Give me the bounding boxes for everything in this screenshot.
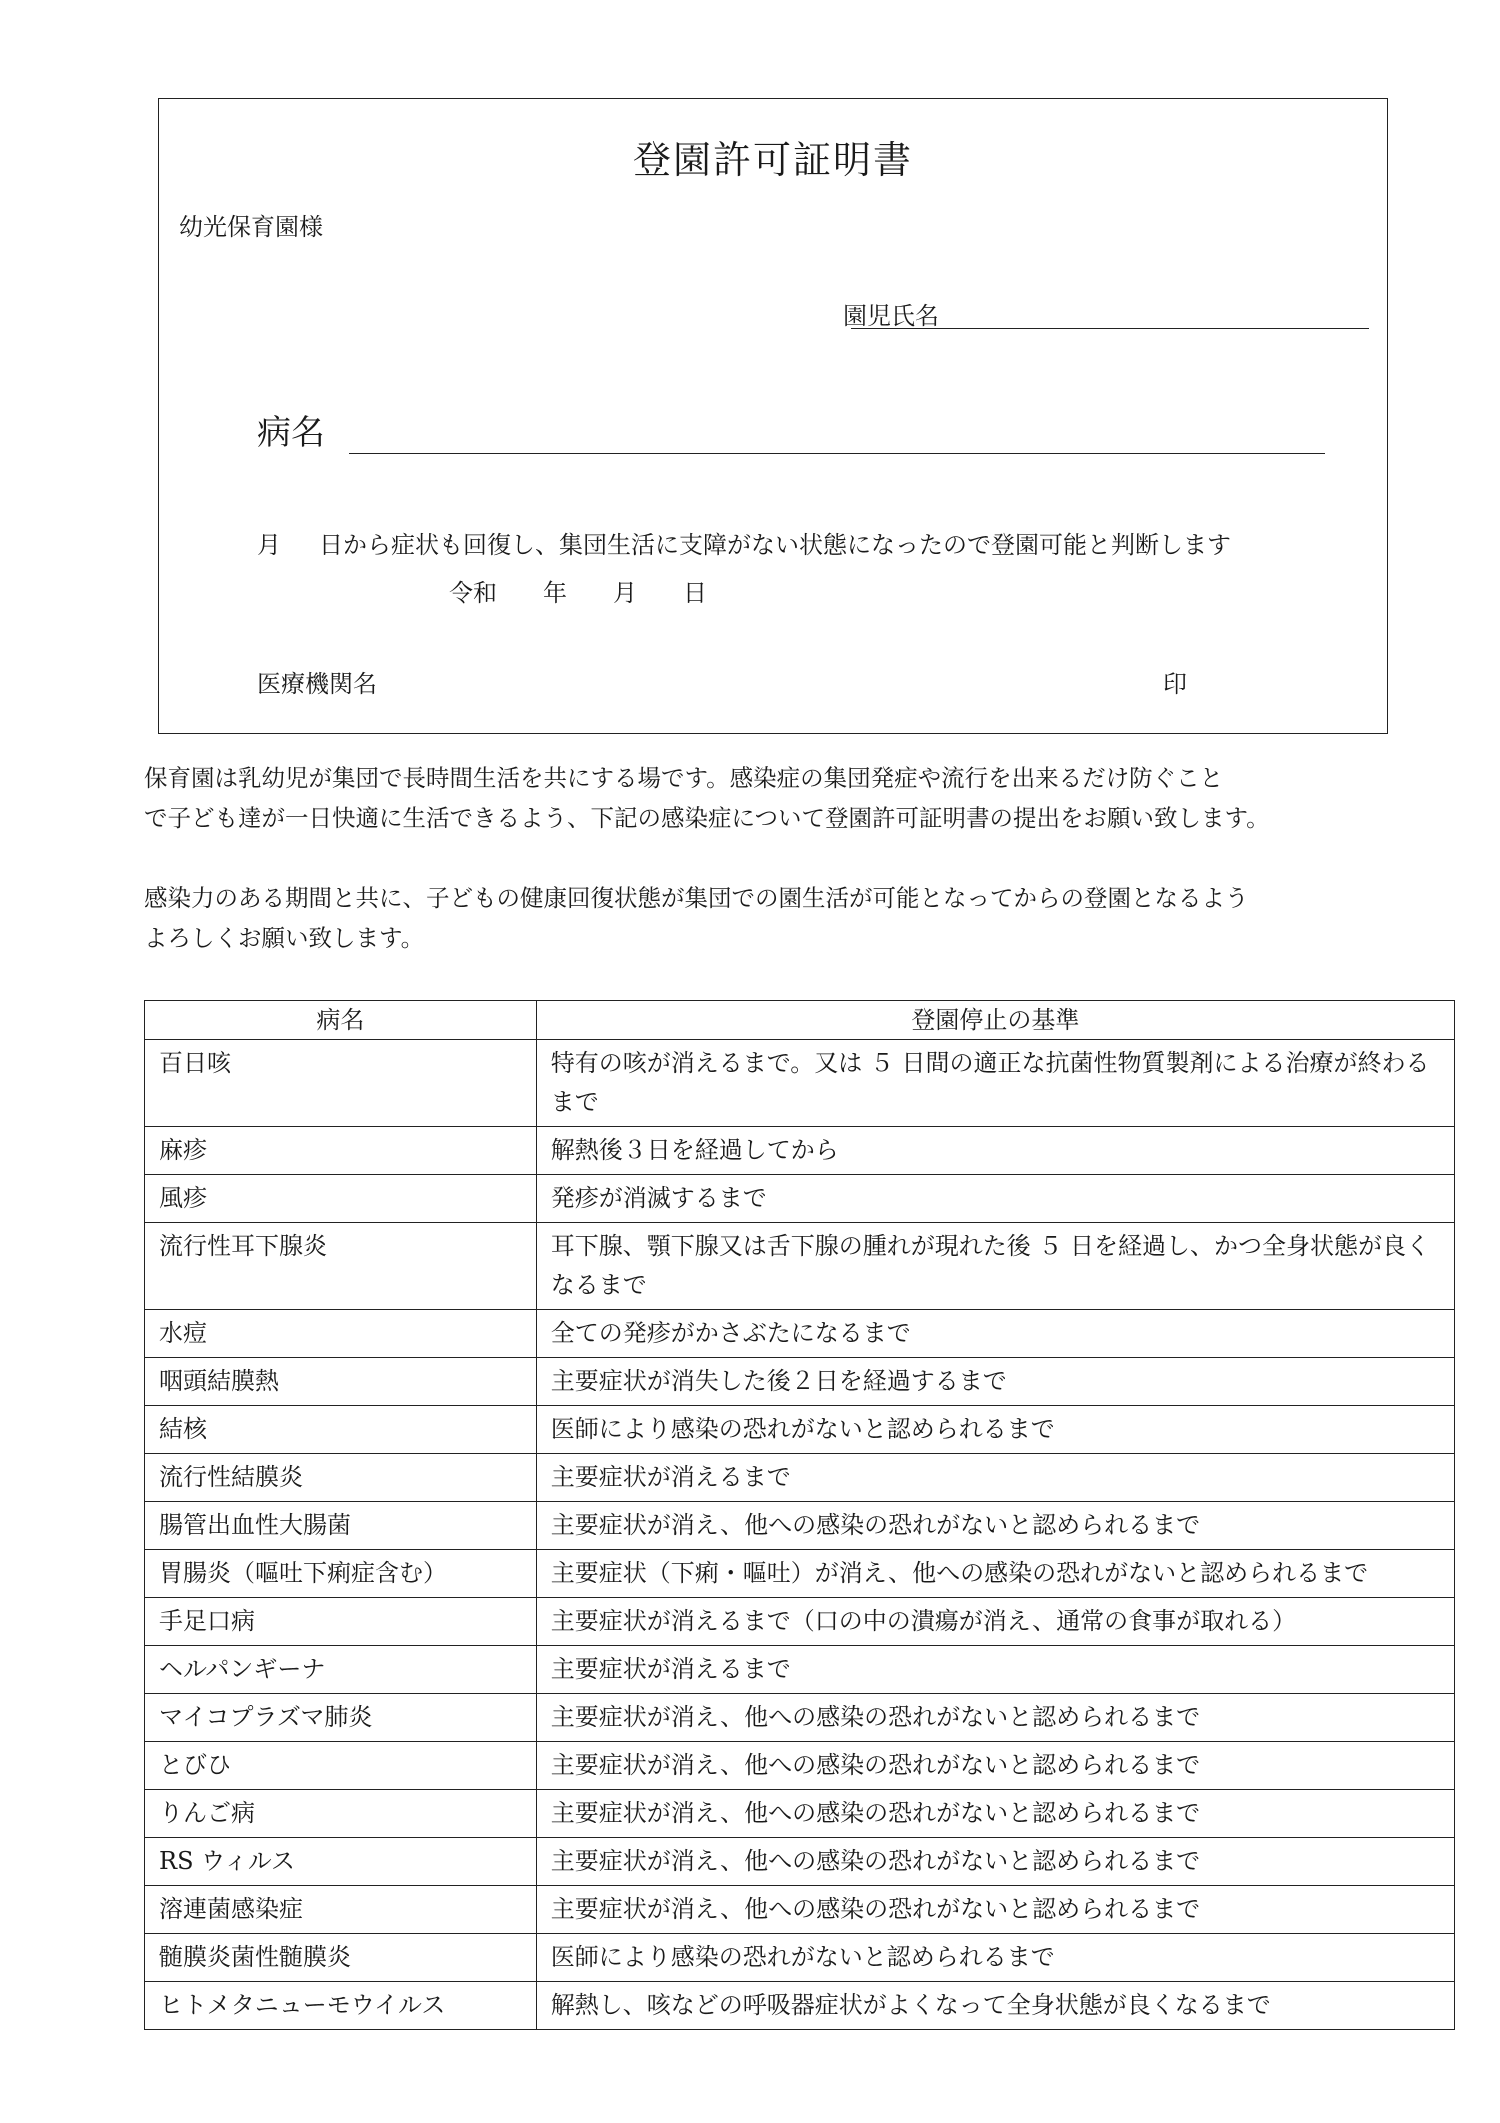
- date-year: 年: [543, 579, 567, 607]
- criteria-cell: 主要症状が消え、他への感染の恐れがないと認められるまで: [536, 1886, 1454, 1934]
- recovery-statement: [257, 525, 1231, 560]
- table-row: [145, 1502, 1455, 1550]
- table-row: [145, 1598, 1455, 1646]
- disease-cell: 腸管出血性大腸菌: [145, 1502, 537, 1550]
- disease-cell: 流行性結膜炎: [145, 1454, 537, 1502]
- disease-cell: 手足口病: [145, 1598, 537, 1646]
- criteria-cell: 主要症状が消え、他への感染の恐れがないと認められるまで: [536, 1502, 1454, 1550]
- date-day: 日: [683, 579, 707, 607]
- table-row: [145, 1175, 1455, 1223]
- criteria-cell: 主要症状が消え、他への感染の恐れがないと認められるまで: [536, 1742, 1454, 1790]
- addressee: 幼光保育園様: [179, 213, 323, 241]
- date-month: 月: [613, 579, 637, 607]
- child-name-field-line: [851, 328, 1369, 329]
- criteria-cell: 発疹が消滅するまで: [536, 1175, 1454, 1223]
- recovery-sentence: 日から症状も回復し、集団生活に支障がない状態になったので登園可能と判断します: [319, 531, 1231, 559]
- criteria-cell: 主要症状が消えるまで: [536, 1454, 1454, 1502]
- certificate-title: 登園許可証明書: [632, 138, 913, 182]
- disease-cell: 水痘: [145, 1310, 537, 1358]
- disease-cell: 胃腸炎（嘔吐下痢症含む）: [145, 1550, 537, 1598]
- table-row: [145, 1040, 1455, 1127]
- table-row: [145, 1406, 1455, 1454]
- table-row: [145, 1886, 1455, 1934]
- disease-cell: 流行性耳下腺炎: [145, 1223, 537, 1310]
- disease-name-field-line: [349, 453, 1325, 454]
- notice-line: 感染力のある期間と共に、子どもの健康回復状態が集団での園生活が可能となってからの登園となるよう: [144, 884, 1249, 912]
- disease-cell: ヒトメタニューモウイルス: [145, 1982, 537, 2030]
- criteria-cell: 主要症状が消え、他への感染の恐れがないと認められるまで: [536, 1838, 1454, 1886]
- criteria-cell: 医師により感染の恐れがないと認められるまで: [536, 1406, 1454, 1454]
- table-row: [145, 1694, 1455, 1742]
- table-row: [145, 1790, 1455, 1838]
- issue-date: [449, 573, 753, 608]
- disease-cell: りんご病: [145, 1790, 537, 1838]
- criteria-cell: 特有の咳が消えるまで。又は ５ 日間の適正な抗菌性物質製剤による治療が終わるまで: [536, 1040, 1454, 1127]
- criteria-cell: 主要症状が消え、他への感染の恐れがないと認められるまで: [536, 1790, 1454, 1838]
- certificate-box: [158, 98, 1388, 734]
- table-row: [145, 1310, 1455, 1358]
- table-row: [145, 1550, 1455, 1598]
- recovery-month-label: 月: [257, 531, 281, 559]
- exclusion-criteria-table: [144, 1000, 1455, 2030]
- criteria-cell: 耳下腺、顎下腺又は舌下腺の腫れが現れた後 ５ 日を経過し、かつ全身状態が良くなるまで: [536, 1223, 1454, 1310]
- notice-paragraph-2: [144, 878, 1249, 958]
- disease-cell: 溶連菌感染症: [145, 1886, 537, 1934]
- notice-line: 保育園は乳幼児が集団で長時間生活を共にする場です。感染症の集団発症や流行を出来るだけ防ぐこと: [144, 764, 1224, 792]
- table-row: [145, 1982, 1455, 2030]
- criteria-cell: 解熱し、咳などの呼吸器症状がよくなって全身状態が良くなるまで: [536, 1982, 1454, 2030]
- criteria-cell: 全ての発疹がかさぶたになるまで: [536, 1310, 1454, 1358]
- seal-label: 印: [1163, 670, 1187, 698]
- criteria-cell: 主要症状が消え、他への感染の恐れがないと認められるまで: [536, 1694, 1454, 1742]
- child-name-label: 園児氏名: [843, 302, 939, 330]
- disease-cell: 髄膜炎菌性髄膜炎: [145, 1934, 537, 1982]
- criteria-cell: 主要症状が消えるまで: [536, 1646, 1454, 1694]
- notice-paragraph-1: [144, 758, 1270, 838]
- disease-cell: 百日咳: [145, 1040, 537, 1127]
- table-row: [145, 1934, 1455, 1982]
- medical-institution-label: 医療機関名: [257, 670, 377, 698]
- header-criteria: 登園停止の基準: [536, 1001, 1454, 1040]
- table-row: [145, 1838, 1455, 1886]
- criteria-cell: 医師により感染の恐れがないと認められるまで: [536, 1934, 1454, 1982]
- disease-cell: RS ウィルス: [145, 1838, 537, 1886]
- disease-cell: とびひ: [145, 1742, 537, 1790]
- criteria-cell: 主要症状が消えるまで（口の中の潰瘍が消え、通常の食事が取れる）: [536, 1598, 1454, 1646]
- disease-cell: 風疹: [145, 1175, 537, 1223]
- disease-cell: 麻疹: [145, 1127, 537, 1175]
- criteria-cell: 解熱後３日を経過してから: [536, 1127, 1454, 1175]
- disease-cell: 咽頭結膜熱: [145, 1358, 537, 1406]
- disease-name-label: 病名: [257, 413, 325, 453]
- date-era: 令和: [449, 579, 497, 607]
- table-row: [145, 1358, 1455, 1406]
- disease-cell: ヘルパンギーナ: [145, 1646, 537, 1694]
- table-header-row: [145, 1001, 1455, 1040]
- table-row: [145, 1646, 1455, 1694]
- criteria-cell: 主要症状が消失した後２日を経過するまで: [536, 1358, 1454, 1406]
- table-row: [145, 1127, 1455, 1175]
- header-disease: 病名: [145, 1001, 537, 1040]
- table-row: [145, 1223, 1455, 1310]
- notice-line: よろしくお願い致します。: [144, 924, 425, 952]
- disease-cell: マイコプラズマ肺炎: [145, 1694, 537, 1742]
- criteria-cell: 主要症状（下痢・嘔吐）が消え、他への感染の恐れがないと認められるまで: [536, 1550, 1454, 1598]
- notice-line: で子ども達が一日快適に生活できるよう、下記の感染症について登園許可証明書の提出をお願い致します。: [144, 804, 1270, 832]
- table-row: [145, 1742, 1455, 1790]
- disease-cell: 結核: [145, 1406, 537, 1454]
- table-row: [145, 1454, 1455, 1502]
